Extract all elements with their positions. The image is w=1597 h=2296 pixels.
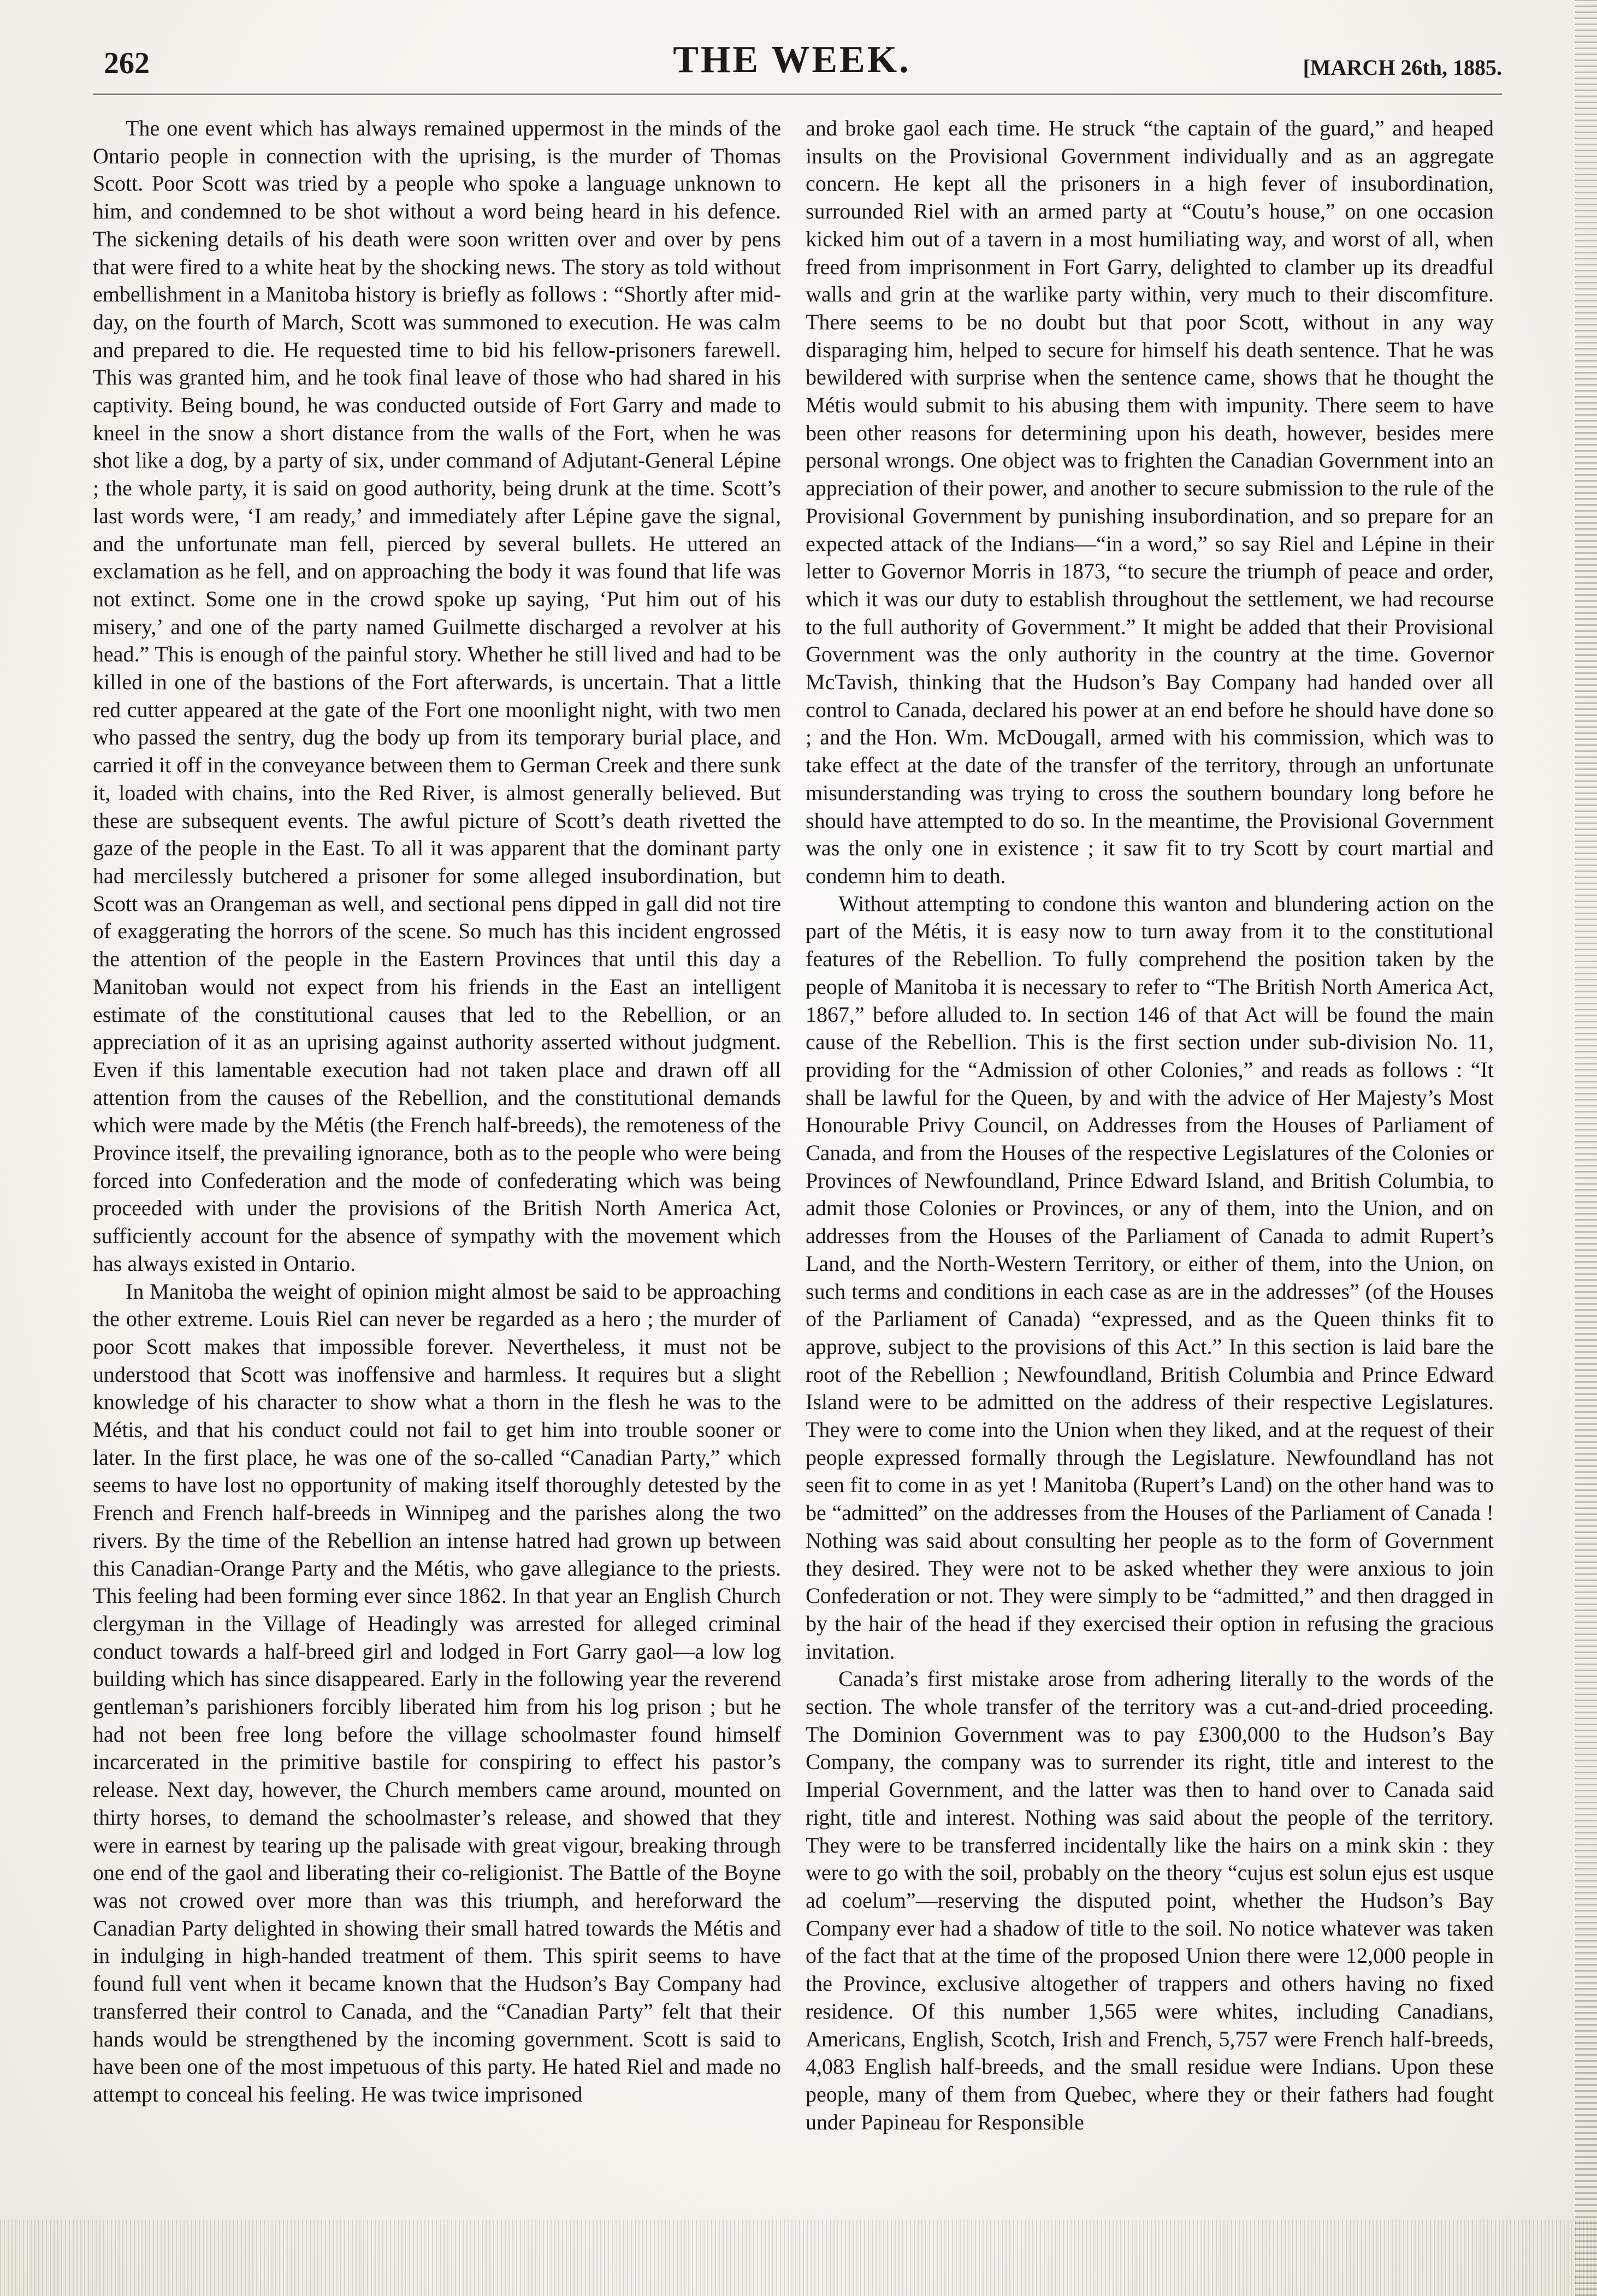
page-number: 262: [104, 46, 150, 80]
scan-edge: [1575, 0, 1597, 2296]
scan-bottom-edge: [0, 2220, 1597, 2296]
masthead-title: THE WEEK.: [673, 39, 911, 81]
left-column: [93, 115, 781, 2163]
header-rule: [93, 93, 1502, 95]
paragraph: and broke gaol each time. He struck “the captain of the guard,” and heaped insults on the Provisional Government individually and as an aggregate concern. He kept all the prisoners in a high fever of insubordination, surrounded Riel with an armed party at “Coutu’s house,” on one occasion kicked him out of a tavern in a most humiliating way, and worst of all, when freed from imprisonment in Fort Garry, delighted to clamber up its dreadful walls and grin at the warlike party within, very much to their discomfiture. There seems to be no doubt but that poor Scott, without in any way disparaging him, helped to secure for himself his death sentence. That he was bewildered with surprise when the sentence came, shows that he thought the Métis would submit to his abusing them with impunity. There seem to have been other reasons for determining upon his death, however, besides mere personal wrongs. One object was to frighten the Canadian Government into an appreciation of their power, and another to secure submission to the rule of the Provisional Government by punishing insubordination, and so prepare for an expected attack of the Indians—“in a word,” so say Riel and Lépine in their letter to Governor Morris in 1873, “to secure the triumph of peace and order, which it was our duty to establish throughout the settlement, we had recourse to the full authority of Government.” It might be added that their Provisional Government was the only authority in the country at the time. Governor McTavish, thinking that the Hudson’s Bay Company had handed over all control to Canada, declared his power at an end before he should have done so ; and the Hon. Wm. McDougall, armed with his commission, which was to take effect at the date of the transfer of the territory, through an unfortunate misunderstanding was trying to cross the southern boundary long before he should have attempted to do so. In the meantime, the Provisional Government was the only one in existence ; it saw fit to try Scott by court martial and condemn him to death.: [806, 116, 1494, 888]
paragraph: Without attempting to condone this wanton and blundering action on the part of the Métis, it is easy now to turn away from it to the constitutional features of the Rebellion. To fully comprehend the position taken by the people of Manitoba it is necessary to refer to “The British North America Act, 1867,” before alluded to. In section 146 of that Act will be found the main cause of the Rebellion. This is the first section under sub-division No. 11, providing for the “Admission of other Colonies,” and reads as follows : “It shall be lawful for the Queen, by and with the advice of Her Majesty’s Most Honourable Privy Council, on Addresses from the Houses of Parliament of Canada, and from the Houses of the respective Legislatures of the Colonies or Provinces of Newfoundland, Prince Edward Island, and British Columbia, to admit those Colonies or Provinces, or any of them, into the Union, and on addresses from the Houses of the Parliament of Canada to admit Rupert’s Land, and the North-Western Territory, or either of them, into the Union, on such terms and conditions in each case as are in the addresses” (of the Houses of the Parliament of Canada) “expressed, and as the Queen thinks fit to approve, subject to the provisions of this Act.” In this section is laid bare the root of the Rebellion ; Newfoundland, British Columbia and Prince Edward Island were to be admitted on the address of their respective Legislatures. They were to come into the Union when they liked, and at the request of their people expressed formally through the Legislature. Newfoundland has not seen fit to come in as yet ! Manitoba (Rupert’s Land) on the other hand was to be “admitted” on the addresses from the Houses of the Parliament of Canada ! Nothing was said about consulting her people as to the form of Government they desired. They were not to be asked whether they were anxious to join Confederation or not. They were simply to be “admitted,” and then dragged in by the hair of the head if they exercised their option in refusing the gracious invitation.: [806, 891, 1494, 1664]
paragraph: Canada’s first mistake arose from adhering literally to the words of the section. The whole transfer of the territory was a cut-and-dried proceeding. The Dominion Government was to pay £300,000 to the Hudson’s Bay Company, the company was to surrender its right, title and interest to the Imperial Government, and the latter was then to hand over to Canada said right, title and interest. Nothing was said about the people of the territory. They were to be transferred incidentally like the hairs on a mink skin : they were to go with the soil, probably on the theory “cujus est solun ejus est usque ad coelum”—reserving the disputed point, whether the Hudson’s Bay Company ever had a shadow of title to the soil. No notice whatever was taken of the fact that at the time of the proposed Union there were 12,000 people in the Province, exclusive altogether of trappers and others having no fixed residence. Of this number 1,565 were whites, including Canadians, Americans, English, Scotch, Irish and French, 5,757 were French half-breeds, 4,083 English half-breeds, and the small residue were Indians. Upon these people, many of them from Quebec, where they or their fathers had fought under Papineau for Responsible: [806, 1666, 1494, 2134]
issue-date: [MARCH 26th, 1885.: [1303, 55, 1502, 80]
paragraph: The one event which has always remained uppermost in the minds of the Ontario people in connection with the uprising, is the murder of Thomas Scott. Poor Scott was tried by a people who spoke a language unknown to him, and condemned to be shot without a word being heard in his defence. The sickening details of his death were soon written over and over by pens that were fired to a white heat by the shocking news. The story as told without embellishment in a Manitoba history is briefly as follows : “Shortly after mid-day, on the fourth of March, Scott was summoned to execution. He was calm and prepared to die. He requested time to bid his fellow-prisoners farewell. This was granted him, and he took final leave of those who had shared in his captivity. Being bound, he was conducted outside of Fort Garry and made to kneel in the snow a short distance from the walls of the Fort, when he was shot like a dog, by a party of six, under command of Adjutant-General Lépine ; the whole party, it is said on good authority, being drunk at the time. Scott’s last words were, ‘I am ready,’ and immediately after Lépine gave the signal, and the unfortunate man fell, pierced by several bullets. He uttered an exclamation as he fell, and on approaching the body it was found that life was not extinct. Some one in the crowd spoke up saying, ‘Put him out of his misery,’ and one of the party named Guilmette discharged a revolver at his head.” This is enough of the painful story. Whether he still lived and had to be killed in one of the bastions of the Fort afterwards, is uncertain. That a little red cutter appeared at the gate of the Fort one moonlight night, with two men who passed the sentry, dug the body up from its temporary burial place, and carried it off in the conveyance between them to German Creek and there sunk it, loaded with chains, into the Red River, is almost generally believed. But these are subsequent events. The awful picture of Scott’s death rivetted the gaze of the people in the East. To all it was apparent that the dominant party had mercilessly butchered a prisoner for some alleged insubordination, but Scott was an Orangeman as well, and sectional pens dipped in gall did not tire of exaggerating the horrors of the scene. So much has this incident engrossed the attention of the people in the Eastern Provinces that until this day a Manitoban would not expect from his friends in the East an intelligent estimate of the constitutional causes that led to the Rebellion, or an appreciation of it as an uprising against authority asserted without judgment. Even if this lamentable execution had not taken place and drawn off all attention from the causes of the Rebellion, and the constitutional demands which were made by the Métis (the French half-breeds), the remoteness of the Province itself, the prevailing ignorance, both as to the people who were being forced into Confederation and the mode of confederating which was being proceeded with under the provisions of the British North America Act, sufficiently account for the absence of sympathy with the movement which has always existed in Ontario.: [93, 116, 781, 1276]
right-column: [806, 115, 1494, 2163]
paragraph: In Manitoba the weight of opinion might almost be said to be approaching the other extreme. Louis Riel can never be regarded as a hero ; the murder of poor Scott makes that impossible forever. Nevertheless, it must not be understood that Scott was inoffensive and harmless. It requires but a slight knowledge of his character to show what a thorn in the flesh he was to the Métis, and that his conduct could not fail to get him into trouble sooner or later. In the first place, he was one of the so-called “Canadian Party,” which seems to have lost no opportunity of making itself thoroughly detested by the French and French half-breeds in Winnipeg and the parishes along the two rivers. By the time of the Rebellion an intense hatred had grown up between this Canadian-Orange Party and the Métis, who gave allegiance to the priests. This feeling had been forming ever since 1862. In that year an English Church clergyman in the Village of Headingly was arrested for alleged criminal conduct towards a half-breed girl and lodged in Fort Garry gaol—a low log building which has since disappeared. Early in the following year the reverend gentleman’s parishioners forcibly liberated him from his log prison ; but he had not been free long before the village schoolmaster found himself incarcerated in the primitive bastile for conspiring to effect his pastor’s release. Next day, however, the Church members came around, mounted on thirty horses, to demand the schoolmaster’s release, and showed that they were in earnest by tearing up the palisade with great vigour, breaking through one end of the gaol and liberating their co-religionist. The Battle of the Boyne was not crowed over more than was this triumph, and hereforward the Canadian Party delighted in showing their small hatred towards the Métis and in indulging in high-handed treatment of them. This spirit seems to have found full vent when it became known that the Hudson’s Bay Company had transferred their control to Canada, and the “Canadian Party” felt that their hands would be strengthened by the incoming government. Scott is said to have been one of the most impetuous of this party. He hated Riel and made no attempt to conceal his feeling. He was twice imprisoned: [93, 1279, 781, 2106]
